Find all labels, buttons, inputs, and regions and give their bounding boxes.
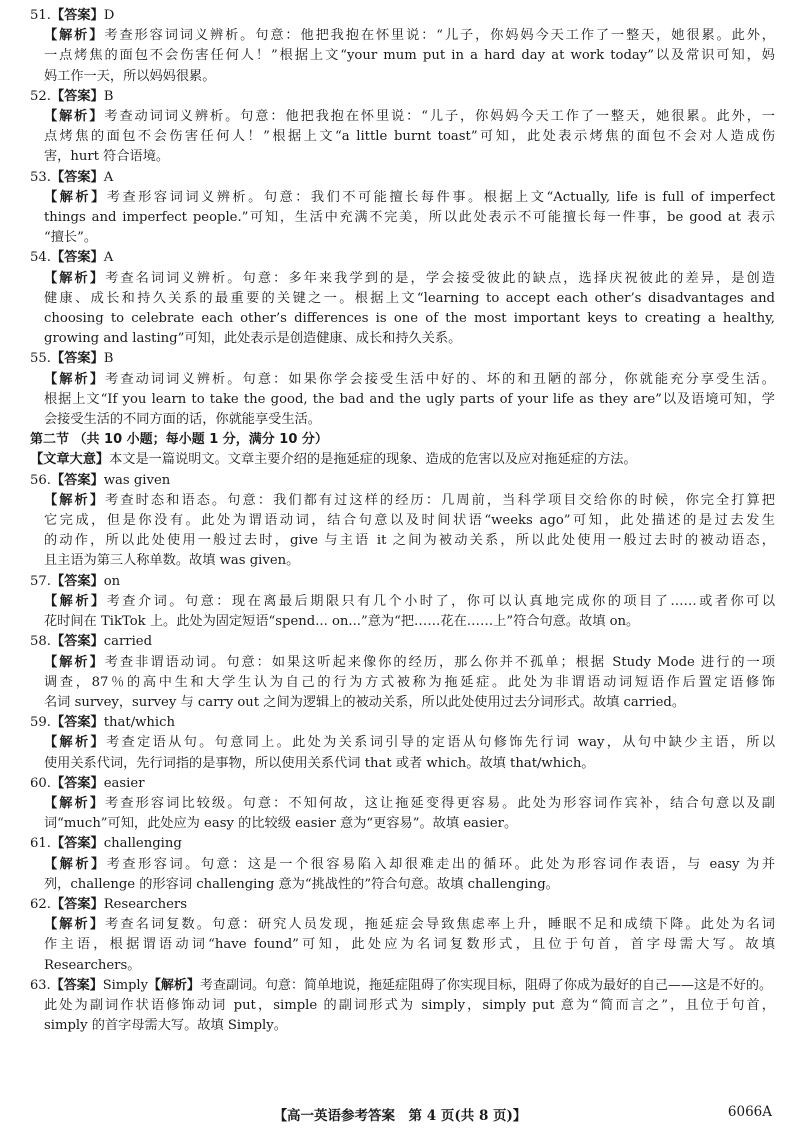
question-number: 58. xyxy=(30,634,51,650)
answer-tag: 【答案】 xyxy=(50,896,104,912)
analysis-line: 妈工作一天，所以妈妈很累。 xyxy=(44,68,216,84)
analysis-line: 列，challenge 的形容词 challenging 意为“挑战性的”符合句意。故填 challenging。 xyxy=(44,876,559,892)
analysis-line: 考查副词。句意：简单地说，拖延症阻碍了你实现目标，阻碍了你成为最好的自己——这是不好的。 xyxy=(199,977,772,993)
answer-tag: 【答案】 xyxy=(50,573,104,589)
answer-item xyxy=(30,895,775,976)
answer-value: B xyxy=(103,88,114,104)
analysis-line: 调查，87％的高中生和大学生认为自己的行为方式被称为拖延症。此处为非谓语动词短语作后置定语修饰 xyxy=(44,674,775,690)
analysis-line: 根据上文“If you learn to take the good, the bad and the ugly parts of your life as they are”以及语境可知，学 xyxy=(44,391,775,407)
analysis-line: 考查时态和语态。句意：我们都有过这样的经历：几周前，当科学项目交给你的时候，你完全打算把 xyxy=(105,492,775,508)
question-number: 54. xyxy=(30,250,51,266)
analysis-tag: 【解析】 xyxy=(44,189,107,205)
question-number: 62. xyxy=(30,896,51,912)
analysis-line: 考查动词词义辨析。句意：他把我抱在怀里说：“儿子，你妈妈今天工作了一整天，她很累。此外，一 xyxy=(104,109,775,125)
answer-item xyxy=(30,713,775,774)
analysis-line: 害，hurt 符合语境。 xyxy=(44,149,170,165)
analysis-tag: 【解析】 xyxy=(147,977,200,993)
question-number: 55. xyxy=(30,351,51,367)
question-number: 60. xyxy=(30,775,51,791)
analysis-line: 考查介词。句意：现在离最后期限只有几个小时了，你可以认真地完成你的项目了……或者你可以 xyxy=(106,593,776,609)
analysis-line: 词“much”可知，此处应为 easy 的比较级 easier 意为“更容易”。故填 easier。 xyxy=(44,816,518,832)
analysis-line: 使用关系代词，先行词指的是事物，所以使用关系代词 that 或者 which。故填 that/which。 xyxy=(44,755,595,771)
answer-item xyxy=(30,572,775,633)
analysis-line: 花时间在 TikTok 上。此处为固定短语“spend... on...”意为“把……花在……上”符合句意。故填 on。 xyxy=(44,614,640,630)
answer-item xyxy=(30,774,775,835)
analysis-line: 考查定语从句。句意同上。此处为关系词引导的定语从句修饰先行词 way，从句中缺少主语，所以 xyxy=(106,735,776,751)
analysis-line: 考查非谓语动词。句意：如果这听起来像你的经历，那么你并不孤单；根据 Study Mode 进行的一项 xyxy=(104,654,775,670)
footer-page-info: 【高一英语参考答案 第 4 页(共 8 页)】 xyxy=(273,1108,527,1124)
question-number: 56. xyxy=(30,472,51,488)
answer-document xyxy=(30,6,775,1036)
answer-value: A xyxy=(103,169,114,185)
analysis-tag: 【解析】 xyxy=(44,917,106,933)
analysis-line: 一点烤焦的面包不会伤害任何人！”根据上文“your mum put in a hard day at work today”以及常识可知，妈 xyxy=(44,48,775,64)
question-number: 63. xyxy=(30,977,51,993)
answer-tag: 【答案】 xyxy=(50,250,104,266)
answer-tag: 【答案】 xyxy=(50,836,104,852)
analysis-line: growing and lasting”可知，此处表示是创造健康、成长和持久关系。 xyxy=(44,331,462,347)
answer-item xyxy=(30,471,775,572)
question-number: 59. xyxy=(30,715,51,731)
answer-tag: 【答案】 xyxy=(50,88,104,104)
answer-value: Simply xyxy=(102,977,148,993)
analysis-line: 且主语为第三人称单数。故填 was given。 xyxy=(44,553,300,569)
answer-value: A xyxy=(103,250,114,266)
answer-item xyxy=(30,248,775,349)
analysis-tag: 【解析】 xyxy=(44,28,105,44)
answer-value: D xyxy=(103,8,115,23)
question-number: 61. xyxy=(30,836,51,852)
page-footer xyxy=(0,1104,800,1126)
question-number: 57. xyxy=(30,573,51,589)
answer-tag: 【答案】 xyxy=(50,634,104,650)
answer-tag: 【答案】 xyxy=(50,775,104,791)
answer-tag: 【答案】 xyxy=(50,351,104,367)
answer-value: Researchers xyxy=(103,896,187,912)
analysis-tag: 【解析】 xyxy=(44,795,106,811)
answer-tag: 【答案】 xyxy=(50,715,104,731)
answer-value: challenging xyxy=(103,836,182,852)
answer-item xyxy=(30,6,775,87)
analysis-line: things and imperfect people.”可知，生活中充满不完美，所以此处表示不可能擅长每一件事，be good at 表示 xyxy=(44,210,775,226)
analysis-line: Researchers。 xyxy=(44,957,141,973)
analysis-line: 会接受生活的不同方面的话，你就能享受生活。 xyxy=(44,412,321,428)
answer-value: easier xyxy=(103,775,145,791)
answer-item xyxy=(30,632,775,713)
analysis-line: 它完成，但是你没有。此处为谓语动词，结合句意以及时间状语“weeks ago”可知，此处描述的是过去发生 xyxy=(44,513,775,529)
analysis-line: 点烤焦的面包不会伤害任何人！”根据上文“a little burnt toast”可知，此处表示烤焦的面包不会对人造成伤 xyxy=(44,129,775,145)
answer-tag: 【答案】 xyxy=(50,977,103,993)
analysis-line: 作主语，根据谓语动词“have found”可知，此处应为名词复数形式，且位于句首，首字母需大写。故填 xyxy=(44,937,775,953)
analysis-line: 考查形容词。句意：这是一个很容易陷入却很难走出的循环。此处为形容词作表语，与 easy 为并 xyxy=(106,856,776,872)
question-number: 52. xyxy=(30,88,51,104)
analysis-line: simply 的首字母需大写。故填 Simply。 xyxy=(44,1018,287,1034)
answer-tag: 【答案】 xyxy=(50,8,104,23)
analysis-line: 考查名词复数。句意：研究人员发现，拖延症会导致焦虑率上升，睡眠不足和成绩下降。此处为名词 xyxy=(105,917,775,933)
summary-text: 本文是一篇说明文。文章主要介绍的是拖延症的现象、造成的危害以及应对拖延症的方法。 xyxy=(109,452,637,468)
answer-value: was given xyxy=(103,472,171,488)
analysis-tag: 【解析】 xyxy=(44,492,106,508)
answer-value: on xyxy=(103,573,121,589)
answer-tag: 【答案】 xyxy=(50,169,104,185)
analysis-line: “擅长”。 xyxy=(44,230,98,246)
analysis-line: 的动作，所以此处使用一般过去时，give 与主语 it 之间为被动关系，所以此处使用一般过去时的被动语态， xyxy=(44,533,775,549)
analysis-line: 名词 survey，survey 与 carry out 之间为逻辑上的被动关系，所以此处使用过去分词形式。故填 carried。 xyxy=(44,694,686,710)
analysis-line: 考查形容词词义辨析。句意：我们不可能擅长每件事。根据上文“Actually, life is full of imperfect xyxy=(106,189,776,205)
analysis-line: 考查动词词义辨析。句意：如果你学会接受生活中好的、坏的和丑陋的部分，你就能充分享受生活。 xyxy=(105,371,775,387)
question-number: 51. xyxy=(30,8,51,23)
answer-item xyxy=(30,976,775,1037)
analysis-line: 健康、成长和持久关系的最重要的关键之一。根据上文“learning to accept each other’s disadvantages and xyxy=(44,290,775,306)
analysis-line: 此处为副词作状语修饰动词 put，simple 的副词形式为 simply，simply put 意为“简而言之”，且位于句首， xyxy=(44,997,775,1013)
answer-tag: 【答案】 xyxy=(50,472,104,488)
analysis-line: 考查名词词义辨析。句意：多年来我学到的是，学会接受彼此的缺点，选择庆祝彼此的差异，是创造 xyxy=(105,270,775,286)
footer-code: 6066A xyxy=(727,1104,772,1120)
answer-item xyxy=(30,168,775,249)
analysis-tag: 【解析】 xyxy=(44,270,106,286)
section-title: 第二节 （共 10 小题；每小题 1 分，满分 10 分） xyxy=(30,432,328,448)
analysis-tag: 【解析】 xyxy=(44,856,107,872)
answer-item xyxy=(30,349,775,430)
answer-item xyxy=(30,87,775,168)
summary-tag: 【文章大意】 xyxy=(30,452,110,468)
answer-value: that/which xyxy=(103,715,176,731)
answer-value: B xyxy=(103,351,114,367)
analysis-line: choosing to celebrate each other’s differences is one of the most important keys to creating a healthy, xyxy=(44,311,775,327)
analysis-line: 考查形容词词义辨析。句意：他把我抱在怀里说：“儿子，你妈妈今天工作了一整天，她很累。此外， xyxy=(104,28,775,44)
analysis-tag: 【解析】 xyxy=(44,371,106,387)
analysis-tag: 【解析】 xyxy=(44,654,105,670)
analysis-line: 考查形容词比较级。句意：不知何故，这让拖延变得更容易。此处为形容词作宾补，结合句意以及副 xyxy=(105,795,775,811)
answer-item xyxy=(30,834,775,895)
analysis-tag: 【解析】 xyxy=(44,109,105,125)
question-number: 53. xyxy=(30,169,51,185)
analysis-tag: 【解析】 xyxy=(44,593,107,609)
analysis-tag: 【解析】 xyxy=(44,735,107,751)
answer-value: carried xyxy=(103,634,153,650)
